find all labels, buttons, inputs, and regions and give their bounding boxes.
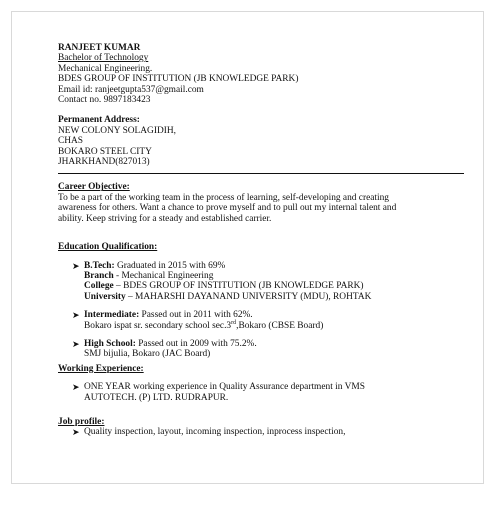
candidate-name: RANJEET KUMAR [58,43,141,53]
address-line: NEW COLONY SOLAGIDIH, [58,125,176,136]
address-line: BOKARO STEEL CITY [58,146,152,157]
btech-label: B.Tech: [84,260,115,271]
contact-number: Contact no. 9897183423 [58,95,151,106]
btech-detail: Graduated in 2015 with 69% [117,260,226,271]
arrow-bullet-icon: ➤ [72,260,80,271]
education-heading: Education Qualification: [58,242,158,253]
address-line: CHAS [58,136,84,147]
university-label: University [84,291,126,302]
education-item-btech [58,261,458,303]
arrow-bullet-icon: ➤ [72,338,80,349]
arrow-bullet-icon: ➤ [72,382,80,393]
arrow-bullet-icon: ➤ [72,310,80,321]
ordinal-suffix: rd [231,319,237,326]
intermediate-school: Bokaro ispat sr. secondary school sec.3 [84,320,232,331]
college-value: – BDES GROUP OF INSTITUTION (JB KNOWLEDGE PARK) [113,281,364,292]
high-school-label: High School: [84,338,136,349]
job-profile-text: Quality inspection, layout, incoming inspection, inprocess inspection, [84,427,346,438]
high-school-detail: Passed out in 2009 with 75.2%. [138,338,257,349]
email: Email id: ranjeetgupta537@gmail.com [58,84,204,95]
resume-page [11,11,484,484]
job-profile-item [58,427,458,437]
objective-text: To be a part of the working team in the process of learning, self-developing and creating awareness for others. Want a chance to prove myself and to pull out my internal talent and ability. Keep striving for a steady and established carrier. [58,192,397,224]
branch-value: - Mechanical Engineering [113,270,214,281]
institution: BDES GROUP OF INSTITUTION (JB KNOWLEDGE PARK) [58,74,299,85]
arrow-bullet-icon: ➤ [72,427,80,438]
experience-line: ONE YEAR working experience in Quality Assurance department in VMS [84,382,365,393]
education-item-high-school [58,339,458,360]
experience-line: AUTOTECH. (P) LTD. RUDRAPUR. [84,392,229,403]
branch-label: Branch [84,270,114,281]
education-item-intermediate [58,310,458,331]
address-heading: Permanent Address: [58,115,140,126]
university-value: – MAHARSHI DAYANAND UNIVERSITY (MDU), ROHTAK [125,291,372,302]
experience-item [58,382,458,403]
degree: Bachelor of Technology [58,53,149,64]
discipline: Mechanical Engineering. [58,63,153,74]
objective-heading: Career Objective: [58,182,130,193]
job-profile-heading: Job profile: [58,416,105,427]
high-school-name: SMJ bijulia, Bokaro (JAC Board) [84,349,211,360]
resume-document [58,43,458,438]
intermediate-board: ,Bokaro (CBSE Board) [236,320,324,331]
college-label: College [84,281,114,292]
intermediate-detail: Passed out in 2011 with 62%. [141,310,253,321]
section-divider [58,173,464,174]
experience-heading: Working Experience: [58,363,144,374]
intermediate-label: Intermediate: [84,310,140,321]
address-line: JHARKHAND(827013) [58,157,150,168]
